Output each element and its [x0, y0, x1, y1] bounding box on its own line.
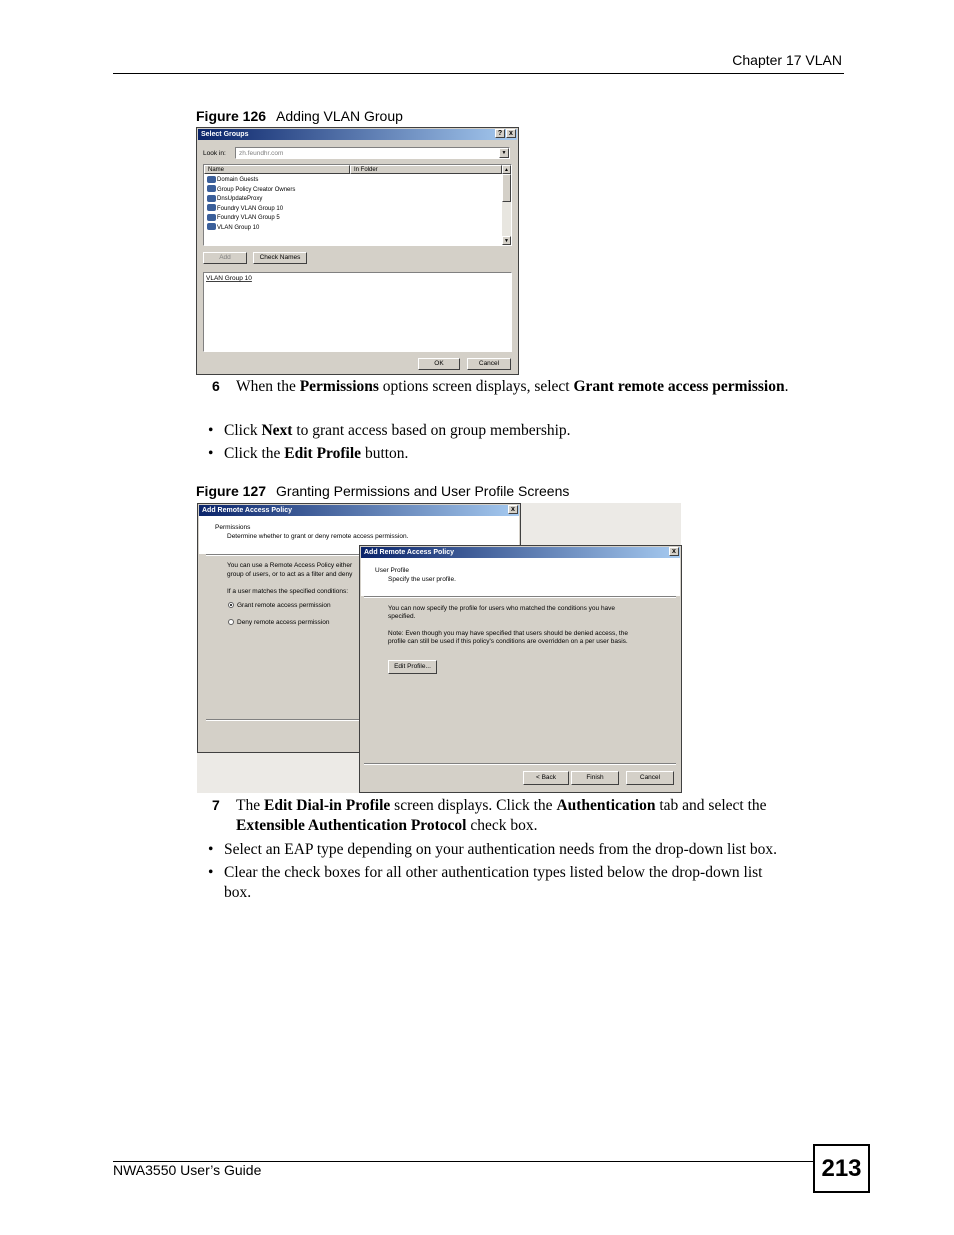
user-profile-section-title: User Profile	[375, 567, 409, 574]
scroll-up-icon[interactable]: ▲	[502, 165, 511, 174]
step-6-number: 6	[212, 378, 220, 394]
close-icon[interactable]: x	[508, 505, 518, 514]
column-name[interactable]: Name	[204, 165, 350, 174]
back-button[interactable]: < Back	[523, 771, 569, 785]
step-6-text: When the Permissions options screen displays, select Grant remote access permission.	[236, 378, 789, 395]
cancel-button[interactable]: Cancel	[626, 771, 674, 785]
list-item[interactable]: Foundry VLAN Group 5	[207, 213, 280, 223]
figure-126-caption	[196, 108, 403, 124]
selected-groups-box[interactable]	[203, 272, 512, 352]
guide-title: NWA3550 User’s Guide	[113, 1162, 262, 1178]
scroll-thumb[interactable]	[502, 174, 511, 202]
radio-grant-access[interactable]: Grant remote access permission	[228, 602, 331, 609]
chapter-header: Chapter 17 VLAN	[732, 52, 842, 68]
user-profile-body-line2: specified.	[388, 613, 416, 620]
permissions-section-title: Permissions	[215, 524, 251, 531]
user-profile-titlebar	[361, 547, 680, 558]
user-profile-body-line1: You can now specify the profile for users who matched the conditions you have	[388, 605, 616, 612]
close-icon[interactable]: x	[506, 129, 516, 138]
column-in-folder[interactable]: In Folder	[350, 165, 502, 174]
list-item[interactable]: Foundry VLAN Group 10	[207, 204, 283, 214]
screenshot-background	[521, 503, 681, 545]
list-item[interactable]: Domain Guests	[207, 175, 258, 185]
permissions-title: Add Remote Access Policy	[202, 507, 292, 514]
finish-button[interactable]: Finish	[571, 771, 619, 785]
figure-127-title: Granting Permissions and User Profile Screens	[276, 483, 570, 499]
user-profile-bottom-separator	[364, 763, 676, 765]
chevron-down-icon[interactable]: ▼	[499, 148, 509, 158]
step-7-number: 7	[212, 797, 220, 813]
group-icon	[207, 195, 216, 202]
list-item[interactable]: DnsUpdateProxy	[207, 194, 262, 204]
select-groups-title: Select Groups	[201, 131, 249, 138]
radio-unselected-icon	[228, 619, 234, 625]
selected-group-text[interactable]: VLAN Group 10	[206, 275, 252, 282]
select-groups-titlebar	[198, 129, 517, 140]
figure-126-title: Adding VLAN Group	[276, 108, 403, 124]
user-profile-note-line1: Note: Even though you may have specified that users should be denied access, the	[388, 630, 628, 637]
check-names-button[interactable]: Check Names	[253, 252, 307, 264]
add-button[interactable]: Add	[203, 252, 247, 264]
ok-button[interactable]: OK	[418, 358, 460, 370]
close-icon[interactable]: x	[669, 547, 679, 556]
step-7-text: The Edit Dial-in Profile screen displays. Click the Authentication tab and select the Extensible Authentication Protocol check box.	[236, 797, 767, 834]
group-icon	[207, 185, 216, 192]
figure-127-label: Figure 127	[196, 483, 267, 499]
help-icon[interactable]: ?	[495, 129, 505, 138]
user-profile-title: Add Remote Access Policy	[364, 549, 454, 556]
group-icon	[207, 204, 216, 211]
figure-127-caption	[196, 483, 569, 499]
edit-profile-button[interactable]: Edit Profile...	[388, 660, 437, 674]
group-icon	[207, 223, 216, 230]
list-item[interactable]: Group Policy Creator Owners	[207, 185, 295, 195]
permissions-body-line1: You can use a Remote Access Policy either	[227, 562, 353, 569]
user-profile-dialog	[359, 545, 682, 793]
look-in-label: Look in:	[203, 150, 226, 157]
user-profile-section-desc: Specify the user profile.	[388, 576, 456, 583]
page-number: 213	[813, 1144, 870, 1193]
radio-selected-icon	[228, 602, 234, 608]
user-profile-note-line2: profile can still be used if this policy's conditions are overridden on a per user basis.	[388, 638, 628, 645]
look-in-value: zh.feundhr.com	[239, 150, 284, 157]
scroll-down-icon[interactable]: ▼	[502, 236, 511, 245]
header-rule	[113, 73, 844, 74]
group-icon	[207, 214, 216, 221]
look-in-dropdown[interactable]	[235, 147, 510, 159]
user-profile-header-band	[361, 558, 680, 596]
cancel-button[interactable]: Cancel	[467, 358, 511, 370]
list-item[interactable]: VLAN Group 10	[207, 223, 259, 233]
permissions-condition-text: If a user matches the specified conditions:	[227, 588, 349, 595]
screenshot-background	[197, 753, 359, 793]
permissions-body-line2: group of users, or to act as a filter and deny	[227, 571, 353, 578]
figure-126-label: Figure 126	[196, 108, 267, 124]
groups-list[interactable]	[203, 164, 512, 246]
permissions-titlebar	[199, 505, 519, 516]
select-groups-dialog	[196, 127, 519, 375]
radio-deny-access[interactable]: Deny remote access permission	[228, 619, 329, 626]
group-icon	[207, 176, 216, 183]
user-profile-separator	[364, 596, 676, 598]
permissions-section-desc: Determine whether to grant or deny remote access permission.	[227, 533, 409, 540]
list-scrollbar[interactable]	[502, 165, 511, 245]
